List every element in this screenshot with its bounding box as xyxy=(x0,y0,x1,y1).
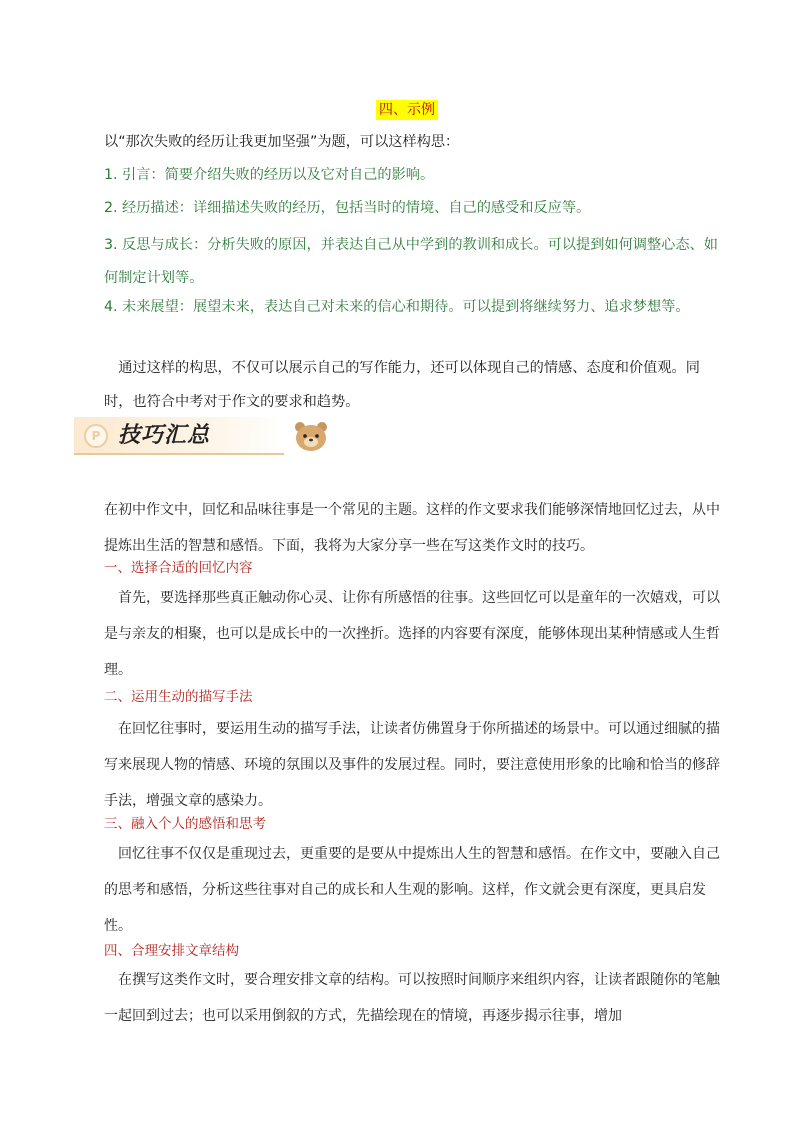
tip-text-4: 在撰写这类作文时，要合理安排文章的结构。可以按照时间顺序来组织内容，让读者跟随你的笔触一起回到过去；也可以采用倒叙的方式，先描绘现在的情境，再逐步揭示往事，增加 xyxy=(104,972,720,1024)
bear-mascot-icon xyxy=(292,418,332,452)
tip-heading-4: 四、合理安排文章结构 xyxy=(104,943,239,959)
step-3: 3. 反思与成长：分析失败的原因，并表达自己从中学到的教训和成长。可以提到如何调整心态、如何制定计划等。 xyxy=(104,237,718,286)
tip-text-3: 回忆往事不仅仅是重现过去，更重要的是要从中提炼出人生的智慧和感悟。在作文中，要融入自己的思考和感悟，分析这些往事对自己的成长和人生观的影响。这样，作文就会更有深度，更具启发性。 xyxy=(104,846,720,934)
tips-intro: 在初中作文中，回忆和品味往事是一个常见的主题。这样的作文要求我们能够深情地回忆过去，从中提炼出生活的智慧和感悟。下面，我将为大家分享一些在写这类作文时的技巧。 xyxy=(104,502,720,554)
tip-heading-1: 一、选择合适的回忆内容 xyxy=(104,560,253,576)
tip-text-1: 首先，要选择那些真正触动你心灵、让你有所感悟的往事。这些回忆可以是童年的一次嬉戏，可以是与亲友的相聚，也可以是成长中的一次挫折。选择的内容要有深度，能够体现出某种情感或人生哲理。 xyxy=(104,590,720,678)
section-title: 四、示例 xyxy=(376,100,438,120)
tip-heading-2: 二、运用生动的描写手法 xyxy=(104,689,253,705)
step-2: 2. 经历描述：详细描述失败的经历，包括当时的情境、自己的感受和反应等。 xyxy=(104,200,591,216)
tips-banner xyxy=(74,417,284,455)
p-badge-icon: P xyxy=(84,424,108,448)
banner-title: 技巧汇总 xyxy=(118,423,211,448)
tip-text-2: 在回忆往事时，要运用生动的描写手法，让读者仿佛置身于你所描述的场景中。可以通过细腻的描写来展现人物的情感、环境的氛围以及事件的发展过程。同时，要注意使用形象的比喻和恰当的修辞手法，增强文章的感染力。 xyxy=(104,721,720,809)
example-summary: 通过这样的构思，不仅可以展示自己的写作能力，还可以体现自己的情感、态度和价值观。同时，也符合中考对于作文的要求和趋势。 xyxy=(104,360,700,410)
step-1: 1. 引言：简要介绍失败的经历以及它对自己的影响。 xyxy=(104,167,435,183)
tip-heading-3: 三、融入个人的感悟和思考 xyxy=(104,816,266,832)
step-4: 4. 未来展望：展望未来，表达自己对未来的信心和期待。可以提到将继续努力、追求梦想等。 xyxy=(104,299,690,315)
example-intro: 以“那次失败的经历让我更加坚强”为题，可以这样构思： xyxy=(104,134,460,150)
